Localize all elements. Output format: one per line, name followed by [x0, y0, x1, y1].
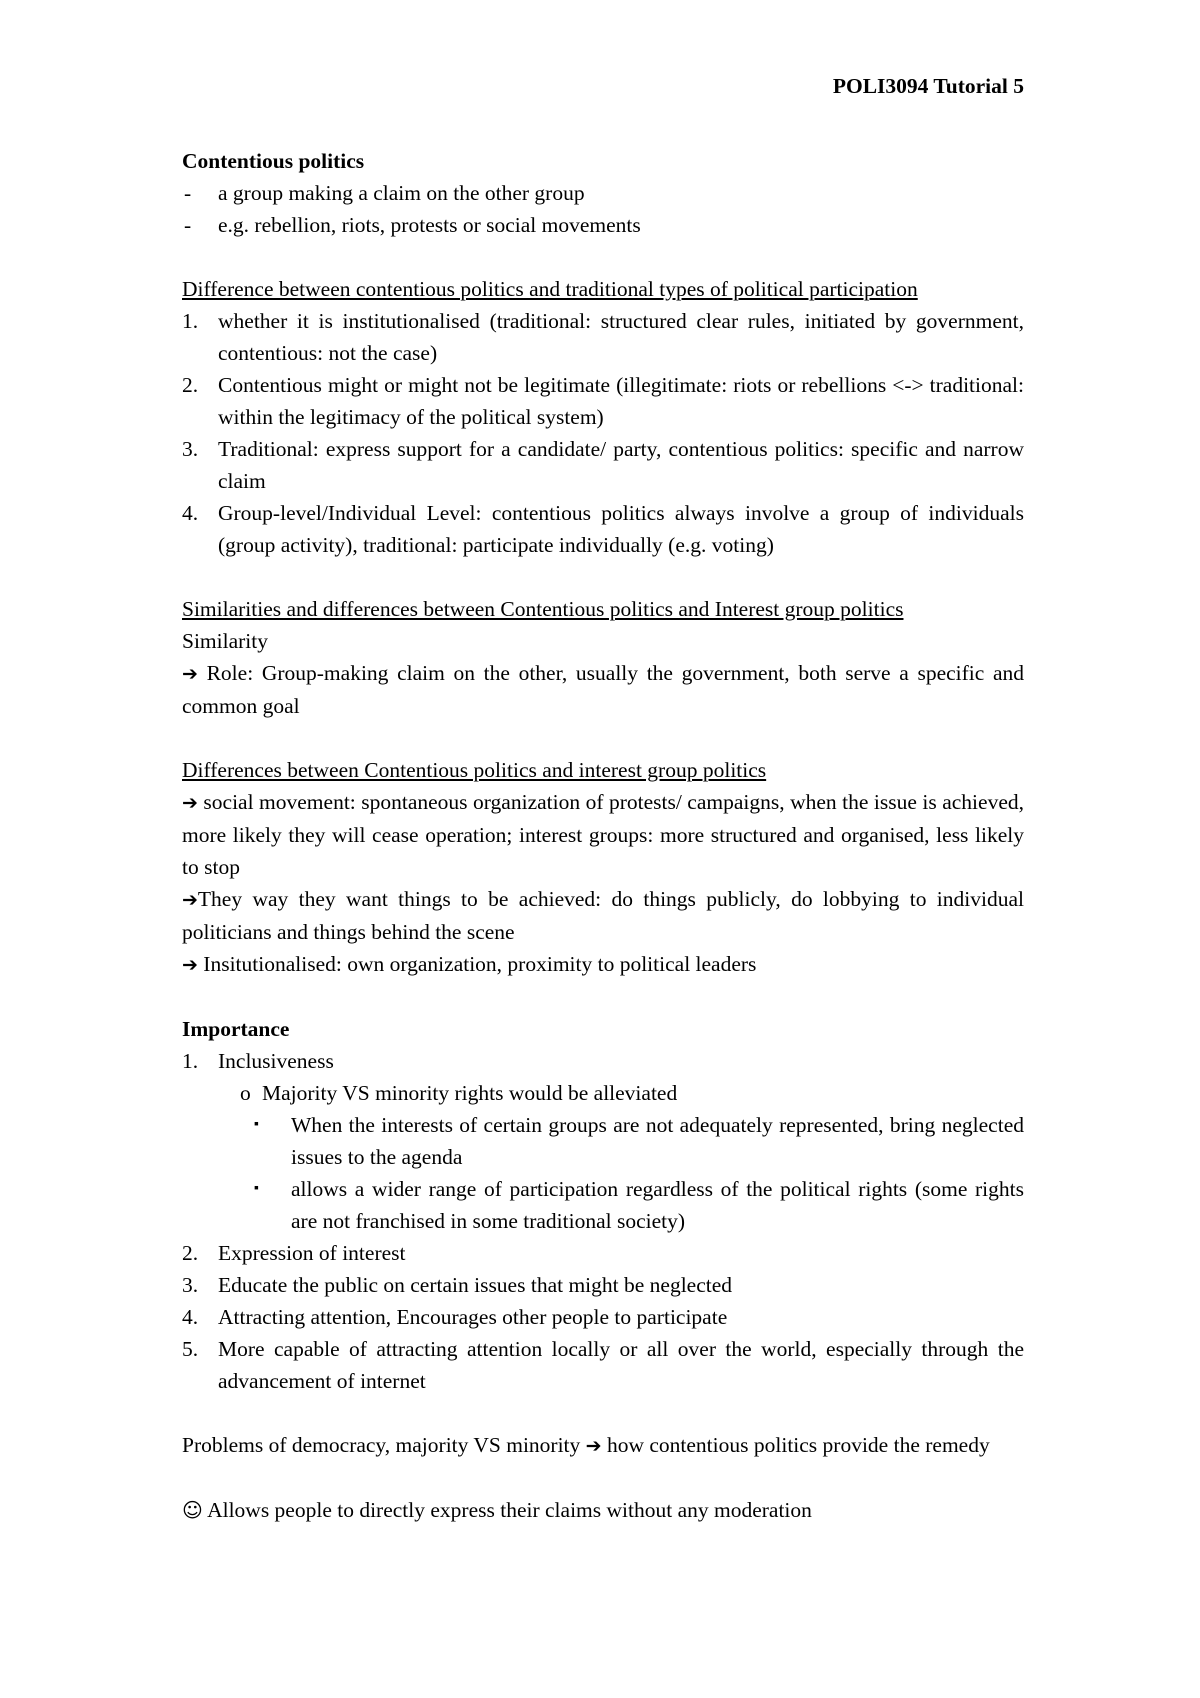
- list-item-text: Expression of interest: [218, 1241, 406, 1265]
- circle-bullet: o: [240, 1081, 251, 1105]
- arrow-icon: ➔: [585, 1435, 602, 1457]
- section-heading-importance: Importance: [182, 1017, 290, 1041]
- numbered-list: [182, 305, 1024, 561]
- section-heading-similarities: Similarities and differences between Contentious politics and Interest group politics: [182, 597, 904, 621]
- allows-paragraph: ☺ Allows people to directly express their claims without any moderation: [182, 1498, 812, 1522]
- list-item: [182, 1237, 1024, 1269]
- list-number: 4.: [182, 1305, 199, 1329]
- list-item: [182, 497, 1024, 561]
- section-heading-difference: Difference between contentious politics and traditional types of political participation: [182, 277, 918, 301]
- difference-item: ➔ Insitutionalised: own organization, proximity to political leaders: [182, 952, 757, 976]
- importance-list: [182, 1045, 1024, 1397]
- list-item-text: Contentious might or might not be legitimate (illegitimate: riots or rebellions <-> traditional: within the legitimacy of the political system): [218, 373, 1024, 429]
- list-item-text: Educate the public on certain issues that might be neglected: [218, 1273, 733, 1297]
- list-item-text: When the interests of certain groups are not adequately represented, bring neglected issues to the agenda: [291, 1113, 1024, 1169]
- list-item: [182, 1333, 1024, 1397]
- difference-item: ➔They way they want things to be achieved: do things publicly, do lobbying to individual politicians and things behind the scene: [182, 887, 1024, 944]
- page-header: POLI3094 Tutorial 5: [832, 74, 1024, 98]
- square-bullet-icon: ▪: [254, 1181, 259, 1196]
- list-number: 2.: [182, 373, 199, 397]
- sub-list-item: [182, 1077, 1024, 1109]
- arrow-icon: ➔: [182, 792, 198, 814]
- list-number: 2.: [182, 1241, 199, 1265]
- arrow-icon: ➔: [182, 663, 198, 685]
- list-item: [182, 305, 1024, 369]
- list-item: - e.g. rebellion, riots, protests or social movements: [182, 209, 1024, 241]
- list-item-text: Inclusiveness: [218, 1049, 334, 1073]
- problems-paragraph: Problems of democracy, majority VS minority ➔ how contentious politics provide the remedy: [182, 1433, 990, 1457]
- list-item: [182, 1301, 1024, 1333]
- list-item-text: Majority VS minority rights would be alleviated: [262, 1081, 678, 1105]
- difference-item: ➔ social movement: spontaneous organization of protests/ campaigns, when the issue is achieved, more likely they will cease operation; interest groups: more structured and organised, less likely to stop: [182, 790, 1024, 879]
- section-heading-differences: Differences between Contentious politics and interest group politics: [182, 758, 767, 782]
- list-number: 5.: [182, 1337, 199, 1361]
- list-item: [182, 369, 1024, 433]
- list-item-text: allows a wider range of participation regardless of the political rights (some rights are not franchised in some traditional society): [291, 1177, 1024, 1233]
- list-item: [182, 1045, 1024, 1077]
- list-item-text: Group-level/Individual Level: contentious politics always involve a group of individuals (group activity), traditional: participate individually (e.g. voting): [218, 501, 1024, 557]
- list-item: [182, 1269, 1024, 1301]
- section-heading-contentious-politics: Contentious politics: [182, 149, 365, 173]
- sub-sub-list-item: [182, 1173, 1024, 1237]
- list-number: 1.: [182, 309, 199, 333]
- dash-list: [182, 177, 1024, 241]
- list-number: 4.: [182, 501, 199, 525]
- square-bullet-icon: ▪: [254, 1117, 259, 1132]
- list-item-text: whether it is institutionalised (traditional: structured clear rules, initiated by government, contentious: not the case): [218, 309, 1024, 365]
- similarity-text: ➔ Role: Group-making claim on the other, usually the government, both serve a specific and common goal: [182, 661, 1025, 718]
- similarity-label: Similarity: [182, 629, 268, 653]
- document-body: [182, 145, 1024, 1526]
- list-item-text: More capable of attracting attention locally or all over the world, especially through the advancement of internet: [218, 1337, 1024, 1393]
- list-item: [182, 433, 1024, 497]
- list-number: 3.: [182, 1273, 199, 1297]
- list-number: 3.: [182, 437, 199, 461]
- list-item-text: Traditional: express support for a candidate/ party, contentious politics: specific and narrow claim: [218, 437, 1024, 493]
- arrow-icon: ➔: [182, 889, 198, 911]
- list-number: 1.: [182, 1049, 199, 1073]
- arrow-icon: ➔: [182, 954, 198, 976]
- sub-sub-list-item: [182, 1109, 1024, 1173]
- smiley-icon: ☺: [182, 1498, 203, 1522]
- list-item-text: Attracting attention, Encourages other people to participate: [218, 1305, 728, 1329]
- list-item: - a group making a claim on the other group: [182, 177, 1024, 209]
